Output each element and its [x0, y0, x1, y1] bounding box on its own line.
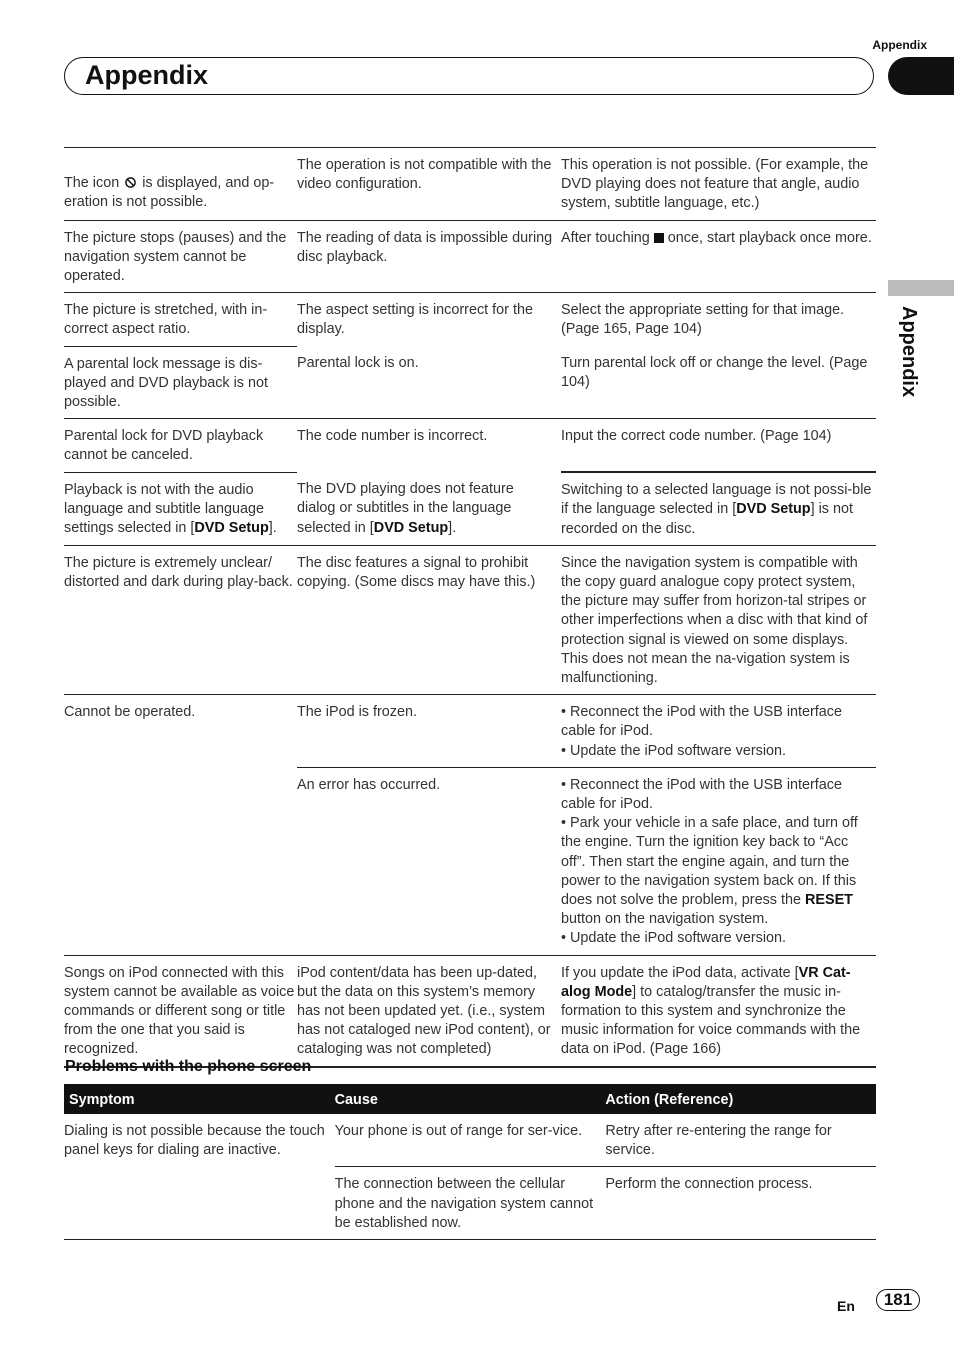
action-cell [561, 220, 876, 293]
symptom-text: The icon [64, 175, 120, 191]
chapter-tab [888, 57, 954, 95]
action-bullet: • Reconnect the iPod with the USB interface cable for iPod. [561, 704, 843, 740]
cause-bold: DVD Setup [373, 519, 449, 536]
cause-cell: The iPod is frozen. [297, 695, 561, 768]
symptom-cell: Dialing is not possible because the touch panel keys for dialing are inactive. [64, 1114, 335, 1240]
table-row [64, 955, 876, 1067]
action-text: once, start playback once more. [667, 229, 872, 246]
table-row [64, 293, 876, 346]
cause-cell: iPod content/data has been up-dated, but the data on this system’s memory has not been updated yet. (i.e., system has not cataloged new iPod content), or cataloging was not completed) [297, 955, 561, 1067]
symptom-cell: The picture stops (pauses) and the navigation system cannot be operated. [64, 220, 297, 293]
symptom-cell: Cannot be operated. [64, 695, 297, 955]
symptom-cell: The picture is extremely unclear/ distorted and dark during play-back. [64, 545, 297, 694]
cause-cell: The reading of data is impossible during disc playback. [297, 220, 561, 293]
action-bold: VR Cat-alog Mode [561, 964, 851, 1000]
action-bullet: • Update the iPod software version. [561, 742, 787, 759]
action-cell: Turn parental lock off or change the level. (Page 104) [561, 355, 868, 391]
side-tab-label: Appendix [898, 306, 920, 398]
action-cell [561, 695, 876, 768]
troubleshooting-table [64, 147, 876, 1068]
action-text: Switching to a selected language is not possi-ble if the language selected in [ [561, 482, 872, 518]
table-row [64, 346, 876, 419]
title-bar [64, 57, 874, 95]
table-row [64, 220, 876, 293]
table-row [64, 545, 876, 694]
cause-cell: Your phone is out of range for ser-vice. [334, 1123, 583, 1139]
symptom-cell: Parental lock for DVD playback cannot be canceled. [64, 419, 297, 472]
action-cell: Select the appropriate setting for that image. (Page 165, Page 104) [561, 293, 876, 346]
cause-cell: The disc features a signal to prohibit copying. (Some discs may have this.) [297, 545, 561, 694]
action-cell [561, 472, 876, 545]
action-text: ] is not recorded on the disc. [561, 501, 853, 537]
action-bullet: • Update the iPod software version. [561, 930, 787, 947]
action-bold: DVD Setup [736, 501, 811, 518]
action-cell: Since the navigation system is compatible with the copy guard analogue copy protect system, the picture may suffer from horizon-tal stripes or other imperfections when a disc with that kind of protection signal is viewed on some displays. This does not mean the na-vigation system is malfunctioning. [561, 545, 876, 694]
cause-cell [297, 472, 561, 545]
column-header-symptom: Symptom [64, 1084, 335, 1114]
cause-text: The DVD playing does not feature dialog or subtitles in the language selected in [ [297, 481, 514, 536]
page-title: Appendix [85, 60, 209, 90]
symptom-cell [64, 472, 297, 545]
running-head: Appendix [872, 38, 927, 52]
symptom-cell: A parental lock message is dis-played and DVD playback is not possible. [64, 346, 297, 419]
cause-cell: An error has occurred. [297, 767, 561, 955]
table-top-rule [64, 147, 876, 148]
symptom-bold: DVD Setup [194, 520, 269, 537]
symptom-text: ]. [268, 520, 277, 537]
section-heading: Problems with the phone screen [65, 1058, 312, 1075]
action-text: button on the navigation system. [561, 911, 769, 928]
table-row [64, 419, 876, 472]
action-text: If you update the iPod data, activate [ [561, 964, 799, 981]
phone-screen-table [64, 1084, 876, 1240]
cause-cell: The connection between the cellular phone and the navigation system cannot be established now. [335, 1167, 606, 1240]
cause-cell: Parental lock is on. [297, 355, 419, 372]
action-cell: This operation is not possible. (For example, the DVD playing does not feature that angle, audio system, subtitle language, etc.) [561, 148, 876, 221]
side-tab [896, 306, 924, 416]
section-tab-marker [888, 280, 954, 296]
table-header-row [64, 1084, 876, 1114]
symptom-cell: Songs on iPod connected with this system cannot be available as voice commands or different song or title from the one that you said is recognized. [64, 955, 297, 1067]
reset-label: RESET [804, 892, 853, 908]
symptom-text: Playback is not with the audio language and subtitle language settings selected in [ [64, 481, 265, 537]
action-text: • Park your vehicle in a safe place, and turn off the engine. Turn the ignition key back to “Acc off”. Then start the engine again, and turn the power to the navigation system back on. If this does not solve the problem, press the [561, 815, 858, 908]
table-row [64, 472, 876, 545]
language-label: En [837, 1298, 855, 1314]
action-text: After touching [561, 229, 650, 246]
table-row [64, 1114, 876, 1167]
stop-icon [654, 233, 664, 243]
cause-cell: The code number is incorrect. [297, 419, 561, 472]
symptom-text: is displayed, and op-eration is not possible. [64, 175, 275, 211]
action-cell: Perform the connection process. [605, 1167, 876, 1240]
action-cell [561, 767, 876, 955]
action-text: ] to catalog/transfer the music in-formation to this system and synchronize the music information for voice commands with the data on iPod. (Page 166) [561, 983, 861, 1058]
action-bullet [561, 814, 876, 929]
prohibit-icon [125, 177, 136, 188]
page-number: 181 [876, 1289, 920, 1311]
table-row [64, 148, 876, 221]
cause-text: ]. [448, 519, 457, 536]
column-header-cause: Cause [335, 1084, 606, 1114]
cause-cell: The operation is not compatible with the video configuration. [297, 148, 561, 221]
symptom-cell [64, 148, 297, 221]
table-row [64, 695, 876, 768]
action-cell [561, 955, 876, 1067]
action-cell: Input the correct code number. (Page 104) [561, 419, 876, 472]
action-bullet: • Reconnect the iPod with the USB interface cable for iPod. [561, 776, 843, 812]
cause-cell: The aspect setting is incorrect for the display. [297, 293, 561, 346]
symptom-cell: The picture is stretched, with in-correct aspect ratio. [64, 293, 297, 346]
column-header-action: Action (Reference) [605, 1084, 876, 1114]
action-cell: Retry after re-entering the range for service. [605, 1123, 832, 1159]
